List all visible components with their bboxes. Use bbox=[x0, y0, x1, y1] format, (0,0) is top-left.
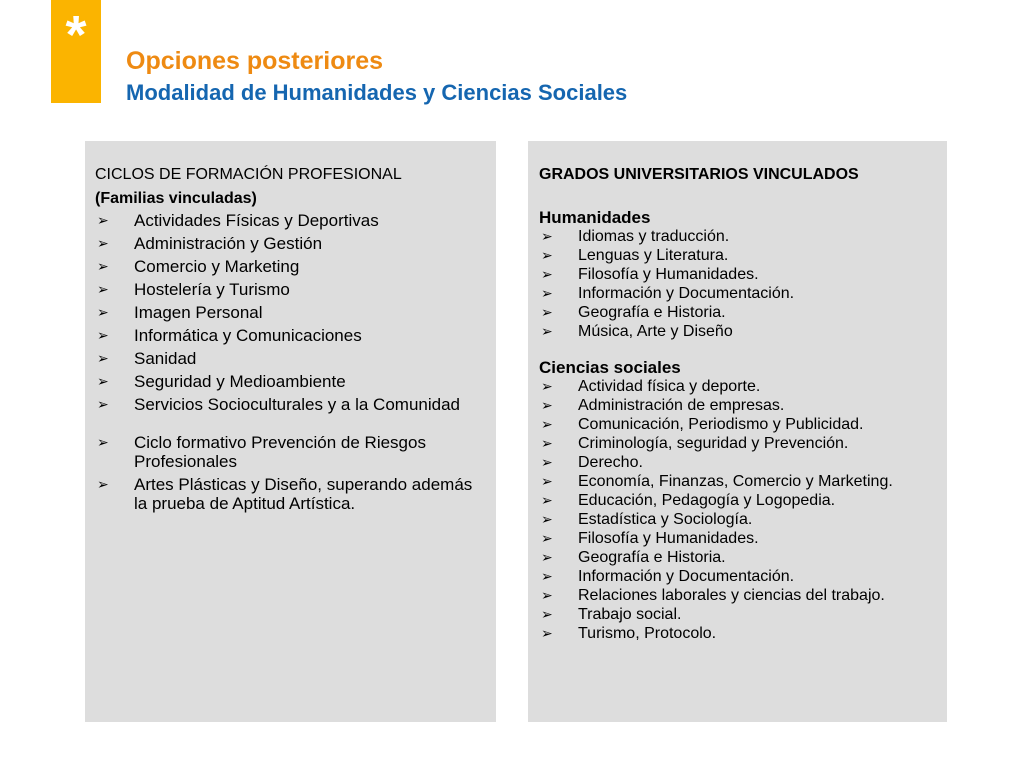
arrow-bullet-icon: ➢ bbox=[541, 606, 553, 622]
list-item bbox=[539, 227, 937, 246]
arrow-bullet-icon: ➢ bbox=[541, 511, 553, 527]
accent-bar bbox=[51, 0, 101, 103]
arrow-bullet-icon: ➢ bbox=[541, 228, 553, 244]
arrow-bullet-icon: ➢ bbox=[97, 258, 109, 274]
list-item bbox=[539, 605, 937, 624]
list-item-label: Geografía e Historia. bbox=[578, 549, 726, 566]
list-item bbox=[95, 280, 484, 299]
list-item bbox=[95, 211, 484, 230]
list-item bbox=[539, 624, 937, 643]
list-item bbox=[539, 246, 937, 265]
list-item bbox=[539, 472, 937, 491]
arrow-bullet-icon: ➢ bbox=[97, 350, 109, 366]
list-item bbox=[539, 510, 937, 529]
list-item-label: Relaciones laborales y ciencias del trabajo. bbox=[578, 587, 885, 604]
list-item-label: Turismo, Protocolo. bbox=[578, 625, 717, 642]
ciclos-subheading: (Familias vinculadas) bbox=[95, 190, 257, 207]
sociales-list bbox=[539, 377, 937, 643]
arrow-bullet-icon: ➢ bbox=[541, 492, 553, 508]
grados-heading: GRADOS UNIVERSITARIOS VINCULADOS bbox=[539, 166, 859, 183]
page-subtitle: Modalidad de Humanidades y Ciencias Sociales bbox=[126, 80, 628, 105]
list-item bbox=[539, 265, 937, 284]
arrow-bullet-icon: ➢ bbox=[541, 625, 553, 641]
arrow-bullet-icon: ➢ bbox=[97, 476, 109, 492]
list-item-label: Música, Arte y Diseño bbox=[578, 323, 733, 340]
arrow-bullet-icon: ➢ bbox=[97, 434, 109, 450]
list-item bbox=[539, 322, 937, 341]
list-item-label: Imagen Personal bbox=[134, 303, 263, 322]
list-item bbox=[95, 433, 484, 471]
ciclos-heading: CICLOS DE FORMACIÓN PROFESIONAL bbox=[95, 166, 402, 183]
list-item-label: Trabajo social. bbox=[578, 606, 682, 623]
arrow-bullet-icon: ➢ bbox=[541, 323, 553, 339]
arrow-bullet-icon: ➢ bbox=[541, 435, 553, 451]
list-item-label: Filosofía y Humanidades. bbox=[578, 266, 759, 283]
list-item-label: Informática y Comunicaciones bbox=[134, 326, 362, 345]
list-item bbox=[95, 326, 484, 345]
list-item-label: Actividad física y deporte. bbox=[578, 378, 761, 395]
arrow-bullet-icon: ➢ bbox=[541, 549, 553, 565]
arrow-bullet-icon: ➢ bbox=[97, 235, 109, 251]
list-item bbox=[539, 303, 937, 322]
list-item-label: Hostelería y Turismo bbox=[134, 280, 290, 299]
list-item bbox=[95, 395, 484, 414]
list-item bbox=[95, 257, 484, 276]
humanidades-list bbox=[539, 227, 937, 341]
arrow-bullet-icon: ➢ bbox=[97, 281, 109, 297]
list-item-label: Lenguas y Literatura. bbox=[578, 247, 729, 264]
arrow-bullet-icon: ➢ bbox=[541, 473, 553, 489]
arrow-bullet-icon: ➢ bbox=[97, 327, 109, 343]
list-item-label: Servicios Socioculturales y a la Comunidad bbox=[134, 395, 460, 414]
list-item bbox=[539, 453, 937, 472]
arrow-bullet-icon: ➢ bbox=[541, 416, 553, 432]
humanidades-title: Humanidades bbox=[539, 208, 651, 227]
arrow-bullet-icon: ➢ bbox=[541, 568, 553, 584]
list-item-label: Comunicación, Periodismo y Publicidad. bbox=[578, 416, 864, 433]
arrow-bullet-icon: ➢ bbox=[541, 285, 553, 301]
list-item-label: Economía, Finanzas, Comercio y Marketing. bbox=[578, 473, 893, 490]
list-item bbox=[539, 377, 937, 396]
list-item bbox=[539, 284, 937, 303]
arrow-bullet-icon: ➢ bbox=[97, 373, 109, 389]
arrow-bullet-icon: ➢ bbox=[97, 212, 109, 228]
list-item-label: Idiomas y traducción. bbox=[578, 228, 730, 245]
list-item bbox=[539, 434, 937, 453]
list-item-label: Administración de empresas. bbox=[578, 397, 785, 414]
list-item-label: Artes Plásticas y Diseño, superando además la prueba de Aptitud Artística. bbox=[134, 475, 473, 513]
list-item-label: Educación, Pedagogía y Logopedia. bbox=[578, 492, 836, 509]
list-item bbox=[95, 234, 484, 253]
list-item bbox=[95, 303, 484, 322]
list-item bbox=[95, 475, 484, 513]
arrow-bullet-icon: ➢ bbox=[541, 266, 553, 282]
list-item bbox=[539, 491, 937, 510]
ciclos-list bbox=[95, 211, 484, 513]
arrow-bullet-icon: ➢ bbox=[97, 396, 109, 412]
list-item bbox=[95, 372, 484, 391]
arrow-bullet-icon: ➢ bbox=[541, 530, 553, 546]
list-item-label: Información y Documentación. bbox=[578, 285, 795, 302]
list-item-label: Estadística y Sociología. bbox=[578, 511, 753, 528]
arrow-bullet-icon: ➢ bbox=[541, 454, 553, 470]
list-item-label: Criminología, seguridad y Prevención. bbox=[578, 435, 849, 452]
page-title: Opciones posteriores bbox=[126, 47, 384, 75]
list-item-label: Información y Documentación. bbox=[578, 568, 795, 585]
list-item bbox=[95, 349, 484, 368]
asterisk-icon: * bbox=[65, 5, 87, 65]
list-item-label: Filosofía y Humanidades. bbox=[578, 530, 759, 547]
arrow-bullet-icon: ➢ bbox=[541, 378, 553, 394]
list-item-label: Derecho. bbox=[578, 454, 643, 471]
ciclos-panel bbox=[85, 141, 496, 722]
list-item bbox=[539, 415, 937, 434]
arrow-bullet-icon: ➢ bbox=[541, 247, 553, 263]
list-item-label: Seguridad y Medioambiente bbox=[134, 372, 346, 391]
sociales-title: Ciencias sociales bbox=[539, 358, 681, 377]
list-item-label: Administración y Gestión bbox=[134, 234, 323, 253]
list-item bbox=[539, 567, 937, 586]
arrow-bullet-icon: ➢ bbox=[541, 304, 553, 320]
list-item-label: Geografía e Historia. bbox=[578, 304, 726, 321]
list-item bbox=[539, 586, 937, 605]
list-item bbox=[539, 396, 937, 415]
list-item-label: Ciclo formativo Prevención de Riesgos Profesionales bbox=[134, 433, 426, 471]
list-item bbox=[539, 529, 937, 548]
list-item-label: Actividades Físicas y Deportivas bbox=[134, 211, 379, 230]
list-item-label: Sanidad bbox=[134, 349, 197, 368]
grados-panel bbox=[528, 141, 947, 722]
list-item-label: Comercio y Marketing bbox=[134, 257, 300, 276]
list-item bbox=[539, 548, 937, 567]
arrow-bullet-icon: ➢ bbox=[97, 304, 109, 320]
arrow-bullet-icon: ➢ bbox=[541, 397, 553, 413]
arrow-bullet-icon: ➢ bbox=[541, 587, 553, 603]
